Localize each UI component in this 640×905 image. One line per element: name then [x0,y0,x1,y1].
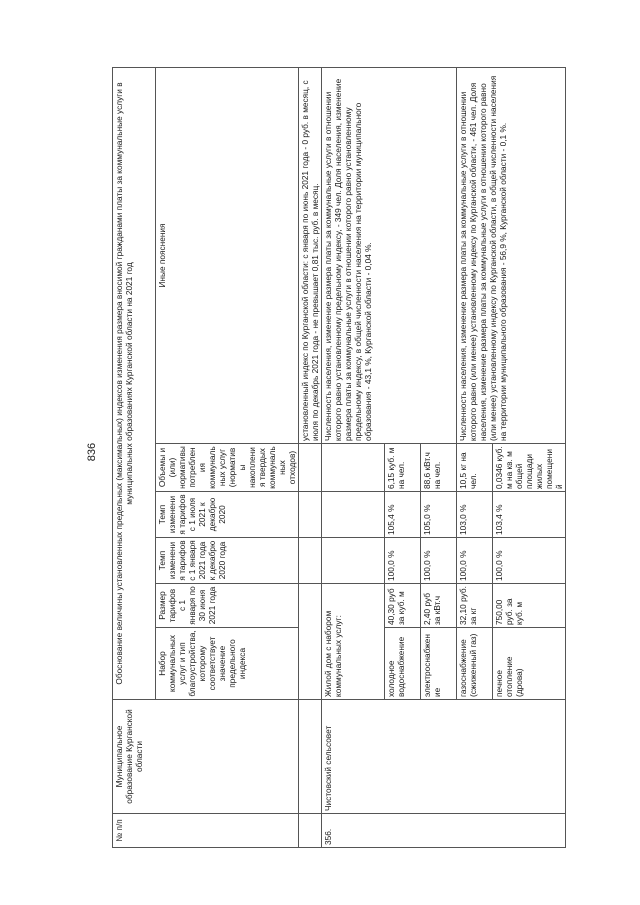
service-volume: 0,0346 куб. м на кв. м общей площади жилых помещений [493,444,566,492]
header-service-set: Набор коммунальных услуг и тип благоустройства, которому соответствует значение предельного индекса [156,628,299,700]
index-note: установленный индекс по Курганской области: с января по июнь 2021 года - 0 руб. в месяц, с июля по декабрь 2021 года - не превышает 0,81 тыс. руб. в месяц. [299,68,322,444]
service-tariff: 40,30 руб за куб. м [385,584,421,628]
entry-number: 356. [322,814,566,848]
entry-housing: Жилой дом с набором коммунальных услуг: [322,584,385,700]
service-rate-jul: 103,4 % [493,492,566,538]
header-rate-jan: Темп изменения тарифов с 1 января 2021 года к декабрю 2020 года [156,538,299,584]
header-rate-jul: Темп изменения тарифов с 1 июля 2021 к декабрю 2020 [156,492,299,538]
header-municipality: Муниципальное образование Курганской области [113,700,299,814]
header-no: № п/п [113,814,299,848]
service-rate-jan: 100,0 % [385,538,421,584]
service-volume: 10,5 кг на чел. [457,444,493,492]
header-basis: Обоснование величины установленных предельных (максимальных) индексов изменения размера вносимой гражданами платы за коммунальные услуги в муниципальных образованиях Курганской области на 2021 год [113,68,156,700]
rotated-table-wrapper [112,68,607,848]
service-rate-jul: 105,0 % [421,492,457,538]
service-volume: 6,15 куб. м на чел. [385,444,421,492]
service-tariff: 750,00 руб. за куб. м [493,584,566,628]
service-tariff: 2,40 руб за кВт.ч [421,584,457,628]
service-tariff: 32,10 руб. за кг [457,584,493,628]
service-rate-jul: 103,0 % [457,492,493,538]
entry-municipality: Чистовский сельсовет [322,700,566,814]
service-name: холодное водоснабжение [385,628,421,700]
header-tariff-size: Размер тарифов с 1 января по 30 июня 2021 года [156,584,299,628]
entry-explanation-1: Численность населения, изменение размера платы за коммунальные услуги в отношении которого равно установленному предельному индексу, - 349 чел. Доля населения, изменение размера платы за коммунальные услуги в отношении которого равно установленному предельному индексу, в общей численности населения на территории муниципального образования - 43,1 %, Курганской области - 0,04 %. [322,68,457,444]
entry-explanation-2: Численность населения, изменение размера платы за коммунальные услуги в отношении которого равно (или менее) установленному индексу по Курганской области, - 461 чел. Доля населения, изменение размера платы за коммунальные услуги в отношении которого равно (или менее) установленному индексу по Курганской области, в общей численности населения на территории муниципального образования - 56,9 %, Курганской области - 0,1 %. [457,68,566,444]
page-number: 836 [86,442,98,462]
header-volume: Объемы и (или) нормативы потребления коммунальных услуг (нормативы накопления твердых коммунальных отходов) [156,444,299,492]
tariff-table [112,67,566,848]
service-rate-jan: 100,0 % [457,538,493,584]
service-name: печное отопление (дрова) [493,628,566,700]
service-name: газоснабжение (сжиженный газ) [457,628,493,700]
service-rate-jan: 100,0 % [493,538,566,584]
service-rate-jan: 100,0 % [421,538,457,584]
service-name: электроснабжение [421,628,457,700]
service-volume: 88,6 кВт.ч на чел. [421,444,457,492]
service-rate-jul: 105,4 % [385,492,421,538]
header-other: Иные пояснения [156,68,299,444]
